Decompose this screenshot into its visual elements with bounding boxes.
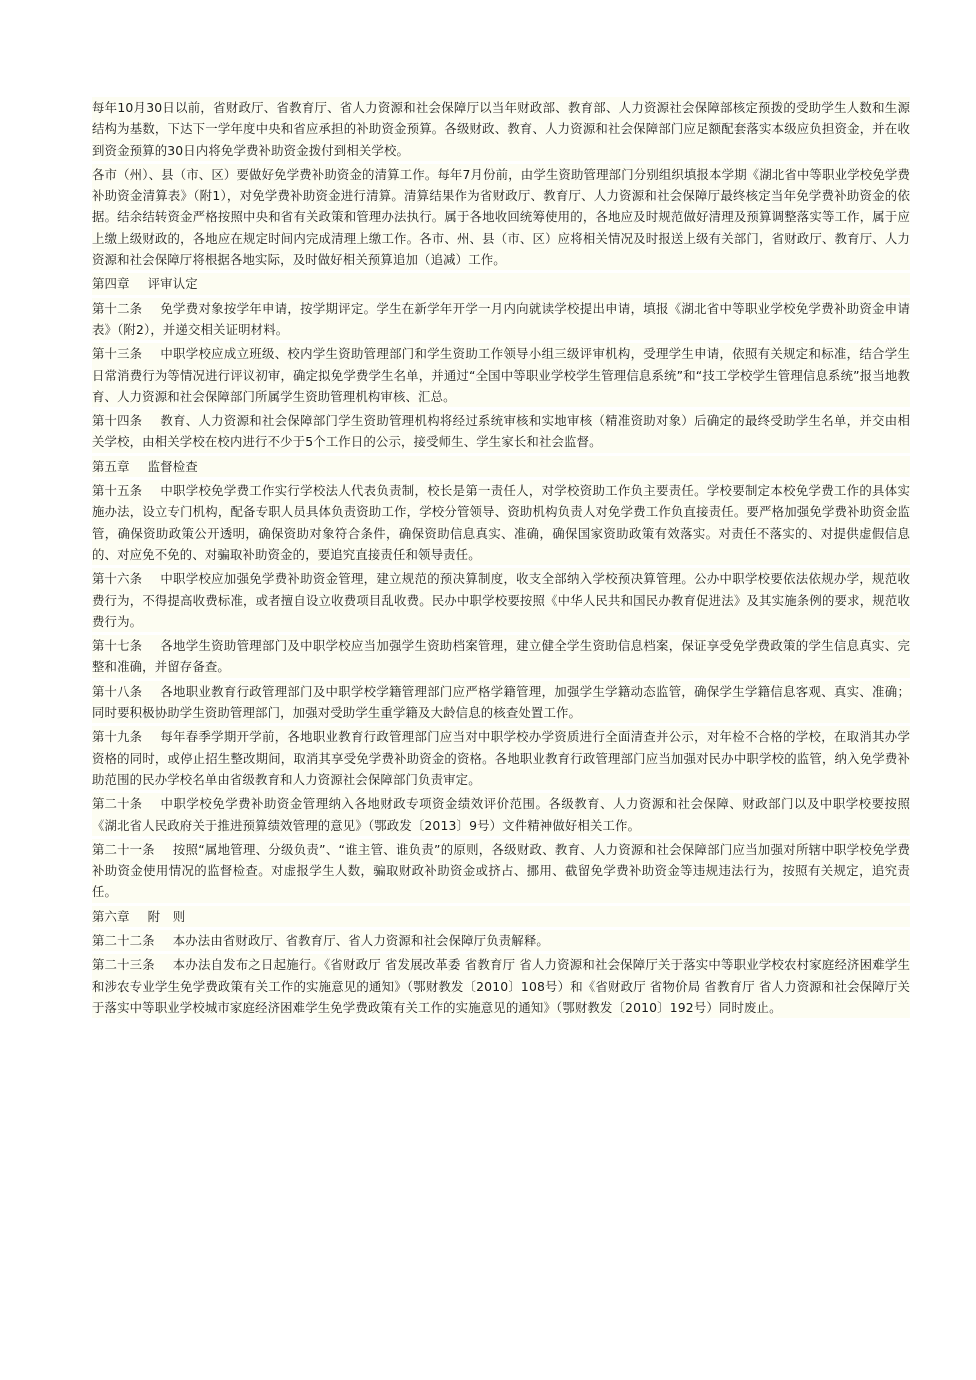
article-text: 本办法自发布之日起施行。《省财政厅 省发展改革委 省教育厅 省人力资源和社会保障厅关于落实中等职业学校农村家庭经济困难学生和涉农专业学生免学费政策有关工作的实施意见的通知》（鄂财教发〔2010〕108号）和《省财政厅 省物价局 省教育厅 省人力资源和社会保障厅关于落实中等职业学校城市家庭经济困难学生免学费政策有关工作的实施意见的通知》（鄂财教发〔2010〕192号）同时废止。 [92, 957, 910, 1015]
article-text: 中职学校应加强免学费补助资金管理，建立规范的预决算制度，收支全部纳入学校预决算管理。公办中职学校要依法依规办学，规范收费行为，不得提高收费标准，或者擅自设立收费项目乱收费。民办中职学校要按照《中华人民共和国民办教育促进法》及其实施条例的要求，规范收费行为。 [92, 571, 910, 629]
article-text: 按照“属地管理、分级负责”、“谁主管、谁负责”的原则，各级财政、教育、人力资源和社会保障部门应当加强对所辖中职学校免学费补助资金使用情况的监督检查。对虚报学生人数，骗取财政补助资金或挤占、挪用、截留免学费补助资金等违规违法行为，按照有关规定，追究责任。 [92, 841, 910, 900]
chapter-title: 评审认定 [147, 276, 198, 292]
chapter-title: 附 则 [147, 908, 186, 924]
article-number: 第十六条 [92, 571, 143, 587]
article-number: 第十九条 [92, 729, 143, 745]
article-19 [92, 726, 910, 790]
chapter-number: 第六章 [92, 908, 130, 924]
article-22 [92, 930, 910, 951]
chapter-heading-6 [92, 906, 910, 927]
article-15 [92, 480, 910, 565]
article-text: 各地职业教育行政管理部门及中职学校学籍管理部门应严格学籍管理，加强学生学籍动态监管，确保学生学籍信息客观、真实、准确；同时要积极协助学生资助管理部门，加强对受助学生重学籍及大龄信息的核查处置工作。 [92, 683, 910, 721]
article-23 [92, 954, 910, 1018]
article-text: 各地学生资助管理部门及中职学校应当加强学生资助档案管理，建立健全学生资助信息档案，保证享受免学费政策的学生信息真实、完整和准确，并留存备查。 [92, 638, 910, 675]
article-number: 第二十三条 [92, 957, 155, 973]
paragraph-settlement: 各市（州）、县（市、区）要做好免学费补助资金的清算工作。每年7月份前，由学生资助管理部门分别组织填报本学期《湖北省中等职业学校免学费补助资金清算表》（附1），对免学费补助资金进行清算。清算结果作为省财政厅、教育厅、人力资源和社会保障厅最终核定当年免学费补助资金的依据。结余结转资金严格按照中央和省有关政策和管理办法执行。属于各地收回统筹使用的，各地应及时规范做好清理及预算调整落实等工作，属于应上缴上级财政的，各地应在规定时间内完成清理上缴工作。各市、州、县（市、区）应将相关情况及时报送上级有关部门，省财政厅、教育厅、人力资源和社会保障厅将根据各地实际，及时做好相关预算追加（追减）工作。 [92, 164, 910, 270]
article-18 [92, 681, 910, 724]
paragraph-funding-deadline: 每年10月30日以前，省财政厅、省教育厅、省人力资源和社会保障厅以当年财政部、教育部、人力资源社会保障部核定预拨的受助学生人数和生源结构为基数，下达下一学年度中央和省应承担的补助资金预算。各级财政、教育、人力资源和社会保障部门应足额配套落实本级应负担资金，并在收到资金预算的30日内将免学费补助资金拨付到相关学校。 [92, 97, 910, 161]
article-number: 第十七条 [92, 638, 143, 654]
article-number: 第十二条 [92, 300, 143, 316]
article-text: 本办法由省财政厅、省教育厅、省人力资源和社会保障厅负责解释。 [172, 932, 549, 948]
article-14 [92, 410, 910, 453]
chapter-title: 监督检查 [147, 458, 198, 474]
article-text: 中职学校应成立班级、校内学生资助管理部门和学生资助工作领导小组三级评审机构，受理学生申请，依照有关规定和标准，结合学生日常消费行为等情况进行评议初审，确定拟免学费学生名单，并通过“全国中等职业学校学生管理信息系统”和“技工学校学生管理信息系统”报当地教育、人力资源和社会保障部门所属学生资助管理机构审核、汇总。 [92, 346, 910, 404]
article-20 [92, 793, 910, 836]
article-number: 第二十一条 [92, 841, 155, 857]
article-number: 第十五条 [92, 483, 143, 499]
article-number: 第二十条 [92, 796, 143, 812]
article-text: 每年春季学期开学前，各地职业教育行政管理部门应当对中职学校办学资质进行全面清查并公示，对年检不合格的学校，在取消其办学资格的同时，或停止招生整改期间，取消其享受免学费补助资金的资格。各地职业教育行政管理部门应当加强对民办中职学校的监管，纳入免学费补助范围的民办学校名单由省级教育和人力资源社会保障部门负责审定。 [92, 729, 910, 787]
article-text: 中职学校免学费补助资金管理纳入各地财政专项资金绩效评价范围。各级教育、人力资源和社会保障、财政部门以及中职学校要按照《湖北省人民政府关于推进预算绩效管理的意见》（鄂政发〔2013〕9号）文件精神做好相关工作。 [92, 796, 910, 833]
article-number: 第二十二条 [92, 932, 155, 948]
chapter-number: 第五章 [92, 458, 130, 474]
document-body [92, 97, 910, 1021]
article-number: 第十三条 [92, 346, 143, 362]
article-13 [92, 343, 910, 407]
chapter-heading-5 [92, 456, 910, 477]
article-text: 教育、人力资源和社会保障部门学生资助管理机构将经过系统审核和实地审核（精准资助对象）后确定的最终受助学生名单，并交由相关学校，由相关学校在校内进行不少于5个工作日的公示，接受师生、学生家长和社会监督。 [92, 413, 910, 450]
article-17 [92, 635, 910, 678]
article-text: 中职学校免学费工作实行学校法人代表负责制，校长是第一责任人，对学校资助工作负主要责任。学校要制定本校免学费工作的具体实施办法，设立专门机构，配备专职人员具体负责资助工作，学校分管领导、资助机构负责人对免学费工作负直接责任。要严格加强免学费补助资金监管，确保资助政策公开透明，确保资助对象符合条件，确保资助信息真实、准确，确保国家资助政策有效落实。对责任不落实的、对提供虚假信息的、对应免不免的、对骗取补助资金的，要追究直接责任和领导责任。 [92, 483, 910, 562]
article-21 [92, 839, 910, 903]
chapter-number: 第四章 [92, 276, 130, 292]
article-number: 第十八条 [92, 683, 143, 699]
chapter-heading-4 [92, 273, 910, 294]
article-12 [92, 298, 910, 341]
article-16 [92, 568, 910, 632]
article-number: 第十四条 [92, 413, 143, 429]
article-text: 免学费对象按学年申请，按学期评定。学生在新学年开学一月内向就读学校提出申请，填报《湖北省中等职业学校免学费补助资金申请表》（附2），并递交相关证明材料。 [92, 300, 910, 337]
